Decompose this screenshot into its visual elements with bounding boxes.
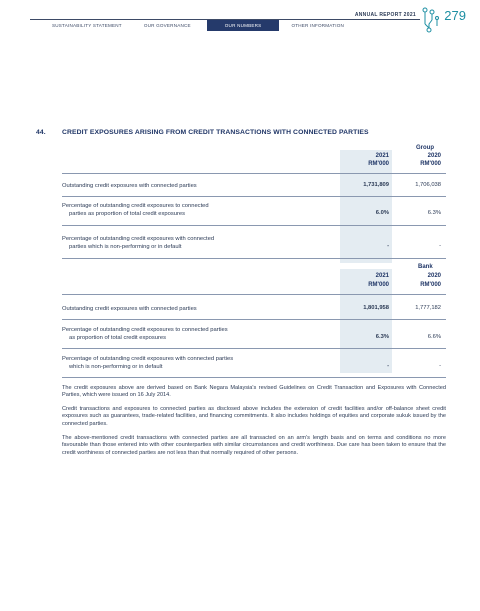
label-line: which is non-performing or in default <box>69 364 163 370</box>
bank-year-2021: 2021 <box>375 273 389 279</box>
group-row-2-label <box>62 202 209 218</box>
section-title <box>36 129 369 136</box>
bank-row-rule <box>62 377 446 378</box>
bank-year-2020: 2020 <box>427 273 441 279</box>
group-row-rule <box>62 225 446 226</box>
label-line: Percentage of outstanding credit exposures with connected <box>62 236 215 242</box>
bank-unit-2020: RM'000 <box>420 282 441 288</box>
group-row-3-2021: - <box>387 243 389 249</box>
nav-sustainability-statement[interactable]: SUSTAINABILITY STATEMENT <box>52 23 122 28</box>
label-line: Percentage of outstanding credit exposures with connected parties <box>62 356 234 362</box>
group-year-2021: 2021 <box>375 153 389 159</box>
section-number: 44. <box>36 129 46 136</box>
bank-row-3-2021: - <box>387 363 389 369</box>
bank-heading: Bank <box>418 264 433 270</box>
bank-unit-2021: RM'000 <box>368 282 389 288</box>
bank-row-1-2020: 1,777,182 <box>415 305 441 311</box>
bank-header-rule <box>62 294 446 295</box>
label-line: parties as proportion of total credit exposures <box>69 211 186 217</box>
nav-our-numbers[interactable]: OUR NUMBERS <box>207 20 280 31</box>
bank-row-1-label <box>62 305 197 313</box>
page-number: 279 <box>444 8 466 23</box>
group-row-1-label <box>62 182 197 190</box>
group-unit-2020: RM'000 <box>420 161 441 167</box>
bank-row-rule <box>62 348 446 349</box>
note-paragraph-2: Credit transactions and exposures to connected parties as disclosed above includes the extension of credit facilities and/or off-balance sheet credit exposures such as guarantees, trade-related facilities, and financing commitments. It also includes holdings of equities and corporate sukuk issued by the connected parties. <box>62 406 446 427</box>
bank-row-3-2020: - <box>439 363 441 369</box>
label-line: Outstanding credit exposures with connected parties <box>62 306 197 312</box>
group-header-rule <box>62 173 446 174</box>
label-line: as proportion of total credit exposures <box>69 335 166 341</box>
section-title-text: CREDIT EXPOSURES ARISING FROM CREDIT TRANSACTIONS WITH CONNECTED PARTIES <box>62 129 369 136</box>
bank-row-2-label <box>62 326 228 342</box>
nav-our-governance[interactable]: OUR GOVERNANCE <box>143 23 191 28</box>
group-heading: Group <box>416 145 434 151</box>
group-row-2-2021: 6.0% <box>375 210 389 216</box>
label-line: parties which is non-performing or in default <box>69 244 182 250</box>
note-paragraph-1: The credit exposures above are derived based on Bank Negara Malaysia's revised Guidelines on Credit Transaction and Exposures with Connected Parties, which were issued on 16 July 2014. <box>62 385 446 399</box>
group-row-1-2021: 1,731,809 <box>363 182 389 188</box>
bank-row-3-label <box>62 355 233 371</box>
nav-other-information[interactable]: OTHER INFORMATION <box>291 23 345 28</box>
group-year-2020: 2020 <box>427 153 441 159</box>
label-line: Percentage of outstanding credit exposures to connected <box>62 203 209 209</box>
group-row-3-2020: - <box>439 243 441 249</box>
bank-row-1-2021: 1,801,958 <box>363 305 389 311</box>
circuit-logo-icon <box>420 6 442 34</box>
label-line: Outstanding credit exposures with connected parties <box>62 183 197 189</box>
group-row-2-2020: 6.3% <box>427 210 441 216</box>
bank-row-2-2020: 6.6% <box>427 334 441 340</box>
group-row-rule <box>62 196 446 197</box>
group-row-1-2020: 1,706,038 <box>415 182 441 188</box>
group-row-3-label <box>62 235 214 251</box>
report-title: ANNUAL REPORT 2021 <box>354 12 416 18</box>
section-nav <box>52 20 366 31</box>
group-row-rule <box>62 258 446 259</box>
bank-row-rule <box>62 319 446 320</box>
group-unit-2021: RM'000 <box>368 161 389 167</box>
note-paragraph-3: The above-mentioned credit transactions with connected parties are all transacted on an arm's length basis and on terms and conditions no more favourable than those entered into with other counterparties with similar circumstances and credit worthiness. Due care has been taken to ensure that the credit worthiness of connected parties are not less than that normally required of other persons. <box>62 435 446 456</box>
label-line: Percentage of outstanding credit exposures to connected parties <box>62 327 228 333</box>
bank-row-2-2021: 6.3% <box>375 334 389 340</box>
